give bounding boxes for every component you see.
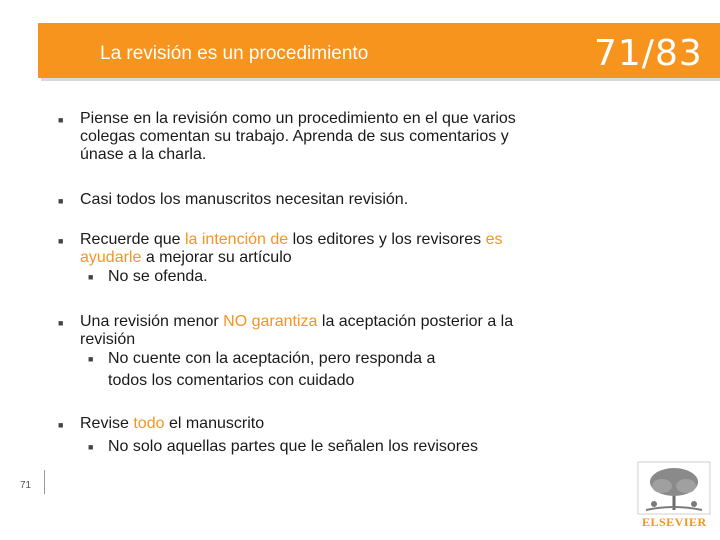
bullet-item-4 — [58, 313, 640, 349]
sub-item-4-1 — [88, 348, 548, 392]
bullet-4-line-2: revisión — [80, 331, 136, 348]
bullet-5-line-1 — [80, 415, 640, 433]
square-bullet-icon: ■ — [88, 354, 94, 364]
square-bullet-icon: ■ — [88, 442, 94, 452]
sub-item-3-1 — [88, 266, 548, 288]
bullet-1-line-3: únase a la charla. — [80, 146, 207, 163]
bullet-1-line-1: Piense en la revisión como un procedimiento en el que varios — [80, 110, 516, 127]
footer-divider — [44, 470, 45, 494]
bullet-3-highlight-2: es — [485, 231, 503, 248]
square-bullet-icon: ■ — [58, 115, 64, 125]
bullet-3-post: a mejorar su artículo — [141, 249, 292, 266]
elsevier-wordmark: ELSEVIER — [642, 515, 707, 529]
bullet-3-mid: los editores y los revisores — [288, 231, 486, 248]
bullet-4-post: la aceptación posterior a la — [317, 313, 514, 330]
slide-title: La revisión es un procedimiento — [100, 43, 369, 64]
bullet-3-highlight-3: ayudarle — [80, 249, 142, 266]
square-bullet-icon: ■ — [58, 196, 64, 206]
bullet-5-pre: Revise — [80, 415, 134, 432]
sub-item-3-1-text: No se ofenda. — [108, 268, 208, 285]
bullet-3-line-1 — [80, 231, 640, 249]
bullet-item-5 — [58, 415, 640, 433]
bullet-3-line-2 — [80, 249, 640, 267]
square-bullet-icon: ■ — [58, 236, 64, 246]
bullet-4-pre: Una revisión menor — [80, 313, 224, 330]
bullet-item-2 — [58, 191, 640, 209]
square-bullet-icon: ■ — [58, 318, 64, 328]
sub-item-5-1 — [88, 436, 548, 458]
bullet-item-1 — [58, 110, 640, 164]
bullet-3-highlight-1: la intención de — [184, 231, 289, 248]
bullet-5-highlight-1: todo — [133, 415, 165, 432]
bullet-1-line-2: colegas comentan su trabajo. Aprenda de sus comentarios y — [80, 128, 509, 145]
bullet-item-3 — [58, 231, 640, 267]
slide-number: 71 — [20, 480, 32, 491]
bullet-4-highlight-1: NO garantiza — [223, 313, 318, 330]
page-counter: 71/83 — [594, 33, 703, 74]
bullet-4-line-1 — [80, 313, 640, 331]
sub-item-5-1-text: No solo aquellas partes que le señalen los revisores — [108, 438, 478, 455]
bullet-3-pre: Recuerde que — [80, 231, 185, 248]
square-bullet-icon: ■ — [58, 420, 64, 430]
sub-item-4-1-line-2: todos los comentarios con cuidado — [108, 372, 355, 389]
bullet-2-text: Casi todos los manuscritos necesitan revisión. — [80, 191, 409, 208]
bullet-5-post: el manuscrito — [164, 415, 265, 432]
square-bullet-icon: ■ — [88, 272, 94, 282]
sub-item-4-1-line-1: No cuente con la aceptación, pero responda a — [108, 350, 436, 367]
